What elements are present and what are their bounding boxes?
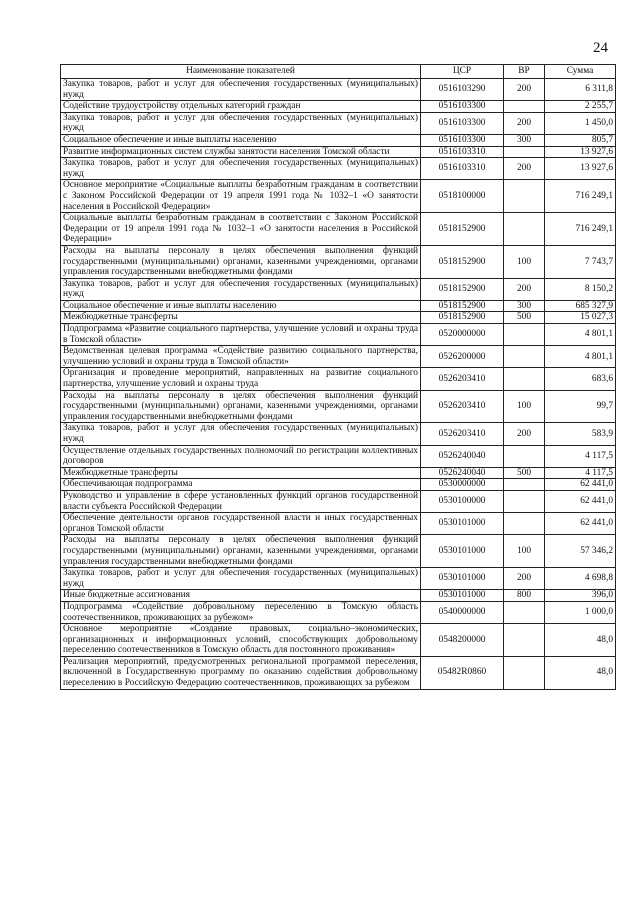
cell-name: Социальные выплаты безработным гражданам в соответствии с Законом Российской Федерации от 19 апреля 1991 года № 1032–1 «О занятости населения в Российской Федерации»	[61, 213, 421, 246]
cell-vr	[504, 324, 545, 346]
cell-csr: 0518152900	[421, 300, 504, 312]
cell-name: Иные бюджетные ассигнования	[61, 590, 421, 602]
cell-sum: 4 117,5	[545, 445, 616, 467]
cell-sum: 48,0	[545, 656, 616, 689]
cell-csr: 0526200000	[421, 346, 504, 368]
cell-sum: 583,9	[545, 423, 616, 445]
table-row	[61, 445, 616, 467]
table-row	[61, 601, 616, 623]
table-row	[61, 134, 616, 146]
cell-csr: 0518100000	[421, 180, 504, 213]
header-vr: ВР	[504, 65, 545, 79]
cell-name: Основное мероприятие «Социальные выплаты безработным гражданам в соответствии с Законом Российской Федерации от 19 апреля 1991 года № 1032–1 «О занятости населения в Российской Федерации»	[61, 180, 421, 213]
cell-sum: 13 927,6	[545, 146, 616, 158]
cell-name: Расходы на выплаты персоналу в целях обеспечения выполнения функций государственными (муниципальными) органами, казенными учреждениями, органами управления государственными внебюджетными фондами	[61, 390, 421, 423]
cell-vr	[504, 346, 545, 368]
table-row	[61, 590, 616, 602]
cell-csr: 05482R0860	[421, 656, 504, 689]
cell-sum: 15 027,3	[545, 312, 616, 324]
budget-table	[60, 64, 616, 690]
table-row	[61, 624, 616, 657]
table-row	[61, 158, 616, 180]
cell-vr: 200	[504, 278, 545, 300]
cell-sum: 4 801,1	[545, 346, 616, 368]
cell-csr: 0526203410	[421, 390, 504, 423]
cell-csr: 0526240040	[421, 445, 504, 467]
table-row	[61, 146, 616, 158]
cell-csr: 0516103310	[421, 158, 504, 180]
cell-csr: 0516103300	[421, 101, 504, 113]
table-row	[61, 568, 616, 590]
cell-sum: 57 346,2	[545, 535, 616, 568]
cell-name: Закупка товаров, работ и услуг для обеспечения государственных (муниципальных) нужд	[61, 79, 421, 101]
cell-csr: 0540000000	[421, 601, 504, 623]
cell-name: Расходы на выплаты персоналу в целях обеспечения выполнения функций государственными (муниципальными) органами, казенными учреждениями, органами управления государственными внебюджетными фондами	[61, 245, 421, 278]
cell-sum: 99,7	[545, 390, 616, 423]
table-row	[61, 346, 616, 368]
cell-name: Закупка товаров, работ и услуг для обеспечения государственных (муниципальных) нужд	[61, 278, 421, 300]
table-row	[61, 180, 616, 213]
table-row	[61, 423, 616, 445]
cell-name: Социальное обеспечение и иные выплаты населению	[61, 134, 421, 146]
cell-name: Обеспечивающая подпрограмма	[61, 479, 421, 491]
cell-sum: 4 117,5	[545, 467, 616, 479]
table-row	[61, 245, 616, 278]
cell-csr: 0516103300	[421, 112, 504, 134]
cell-csr: 0530000000	[421, 479, 504, 491]
header-name: Наименование показателей	[61, 65, 421, 79]
cell-sum: 62 441,0	[545, 490, 616, 512]
table-row	[61, 467, 616, 479]
cell-csr: 0518152900	[421, 278, 504, 300]
table-row	[61, 79, 616, 101]
page-number: 24	[593, 40, 608, 56]
cell-vr	[504, 445, 545, 467]
cell-sum: 4 698,8	[545, 568, 616, 590]
cell-sum: 6 311,8	[545, 79, 616, 101]
cell-sum: 396,0	[545, 590, 616, 602]
cell-name: Основное мероприятие «Создание правовых, социально–экономических, организационных и информационных условий, способствующих добровольному переселению соотечественников в Томскую область для постоянного проживания»	[61, 624, 421, 657]
cell-vr: 500	[504, 312, 545, 324]
cell-sum: 716 249,1	[545, 213, 616, 246]
table-row	[61, 479, 616, 491]
cell-csr: 0526203410	[421, 423, 504, 445]
cell-name: Подпрограмма «Содействие добровольному переселению в Томскую область соотечественников, проживающих за рубежом»	[61, 601, 421, 623]
table-header-row	[61, 65, 616, 79]
table-row	[61, 213, 616, 246]
cell-csr: 0530101000	[421, 535, 504, 568]
cell-sum: 805,7	[545, 134, 616, 146]
cell-vr	[504, 146, 545, 158]
cell-name: Закупка товаров, работ и услуг для обеспечения государственных (муниципальных) нужд	[61, 158, 421, 180]
cell-csr: 0516103300	[421, 134, 504, 146]
cell-vr: 200	[504, 568, 545, 590]
cell-csr: 0520000000	[421, 324, 504, 346]
table-row	[61, 535, 616, 568]
table-row	[61, 324, 616, 346]
cell-sum: 4 801,1	[545, 324, 616, 346]
cell-vr: 100	[504, 390, 545, 423]
cell-name: Ведомственная целевая программа «Содействие развитию социального партнерства, улучшению условий и охраны труда в Томской области»	[61, 346, 421, 368]
cell-csr: 0518152900	[421, 245, 504, 278]
cell-vr: 500	[504, 467, 545, 479]
cell-vr	[504, 656, 545, 689]
cell-vr	[504, 368, 545, 390]
cell-vr	[504, 624, 545, 657]
cell-csr: 0526203410	[421, 368, 504, 390]
cell-name: Межбюджетные трансферты	[61, 467, 421, 479]
cell-vr	[504, 180, 545, 213]
cell-vr: 300	[504, 134, 545, 146]
cell-sum: 716 249,1	[545, 180, 616, 213]
cell-vr: 200	[504, 112, 545, 134]
table-body	[61, 79, 616, 690]
table-row	[61, 312, 616, 324]
cell-csr: 0530101000	[421, 590, 504, 602]
cell-sum: 62 441,0	[545, 513, 616, 535]
cell-sum: 1 450,0	[545, 112, 616, 134]
table-row	[61, 390, 616, 423]
cell-sum: 62 441,0	[545, 479, 616, 491]
cell-sum: 48,0	[545, 624, 616, 657]
cell-csr: 0518152900	[421, 312, 504, 324]
table-row	[61, 656, 616, 689]
cell-name: Подпрограмма «Развитие социального партнерства, улучшение условий и охраны труда в Томской области»	[61, 324, 421, 346]
table-row	[61, 490, 616, 512]
cell-sum: 683,6	[545, 368, 616, 390]
cell-sum: 13 927,6	[545, 158, 616, 180]
cell-vr: 100	[504, 535, 545, 568]
cell-csr: 0526240040	[421, 467, 504, 479]
cell-vr	[504, 101, 545, 113]
cell-name: Развитие информационных систем службы занятости населения Томской области	[61, 146, 421, 158]
cell-csr: 0530101000	[421, 513, 504, 535]
table-row	[61, 368, 616, 390]
cell-vr	[504, 213, 545, 246]
cell-csr: 0530101000	[421, 568, 504, 590]
cell-sum: 8 150,2	[545, 278, 616, 300]
cell-name: Организация и проведение мероприятий, направленных на развитие социального партнерства, улучшение условий и охраны труда	[61, 368, 421, 390]
cell-vr: 800	[504, 590, 545, 602]
cell-csr: 0516103310	[421, 146, 504, 158]
cell-sum: 7 743,7	[545, 245, 616, 278]
table-row	[61, 101, 616, 113]
cell-sum: 685 327,9	[545, 300, 616, 312]
cell-sum: 2 255,7	[545, 101, 616, 113]
cell-vr	[504, 479, 545, 491]
cell-vr: 200	[504, 79, 545, 101]
table-row	[61, 513, 616, 535]
header-csr: ЦСР	[421, 65, 504, 79]
table-row	[61, 300, 616, 312]
cell-vr	[504, 601, 545, 623]
cell-name: Социальное обеспечение и иные выплаты населению	[61, 300, 421, 312]
table-row	[61, 112, 616, 134]
header-sum: Сумма	[545, 65, 616, 79]
cell-vr: 100	[504, 245, 545, 278]
cell-vr: 200	[504, 158, 545, 180]
table-row	[61, 278, 616, 300]
cell-csr: 0548200000	[421, 624, 504, 657]
cell-vr	[504, 490, 545, 512]
cell-name: Руководство и управление в сфере установленных функций органов государственной власти субъекта Российской Федерации	[61, 490, 421, 512]
cell-name: Обеспечение деятельности органов государственной власти и иных государственных органов Томской области	[61, 513, 421, 535]
cell-name: Закупка товаров, работ и услуг для обеспечения государственных (муниципальных) нужд	[61, 112, 421, 134]
cell-name: Межбюджетные трансферты	[61, 312, 421, 324]
cell-name: Расходы на выплаты персоналу в целях обеспечения выполнения функций государственными (муниципальными) органами, казенными учреждениями, органами управления государственными внебюджетными фондами	[61, 535, 421, 568]
cell-vr	[504, 513, 545, 535]
cell-csr: 0518152900	[421, 213, 504, 246]
cell-name: Закупка товаров, работ и услуг для обеспечения государственных (муниципальных) нужд	[61, 423, 421, 445]
cell-name: Закупка товаров, работ и услуг для обеспечения государственных (муниципальных) нужд	[61, 568, 421, 590]
cell-csr: 0530100000	[421, 490, 504, 512]
cell-name: Осуществление отдельных государственных полномочий по регистрации коллективных договоров	[61, 445, 421, 467]
cell-csr: 0516103290	[421, 79, 504, 101]
cell-vr: 300	[504, 300, 545, 312]
cell-name: Содействие трудоустройству отдельных категорий граждан	[61, 101, 421, 113]
cell-name: Реализация мероприятий, предусмотренных региональной программой переселения, включенной в Государственную программу по оказанию содействия добровольному переселению в Российскую Федерацию соотечественников, проживающих за рубежом	[61, 656, 421, 689]
cell-vr: 200	[504, 423, 545, 445]
cell-sum: 1 000,0	[545, 601, 616, 623]
